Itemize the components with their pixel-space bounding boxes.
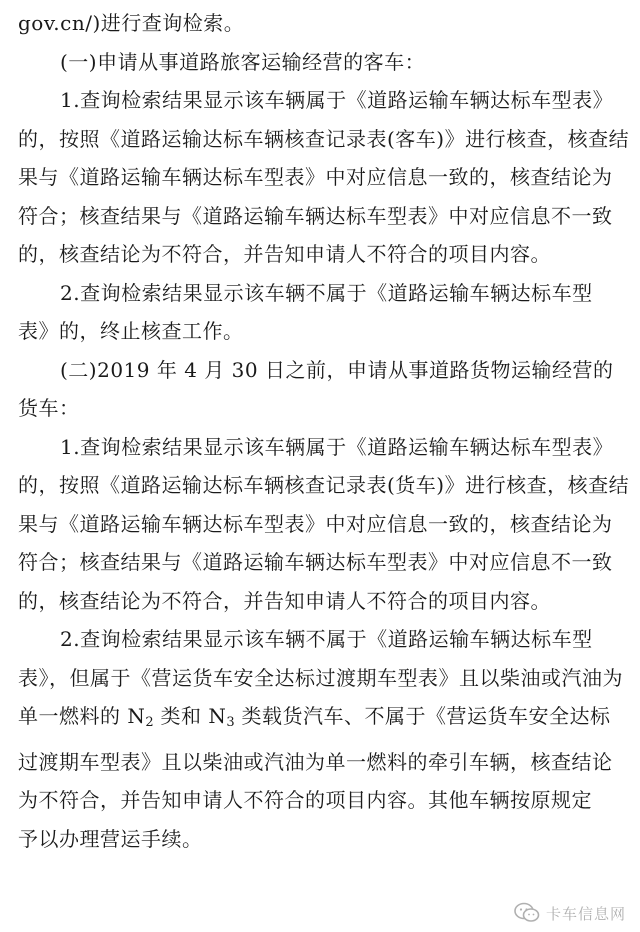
text-line: 果与《道路运输车辆达标车型表》中对应信息一致的，核查结论为 bbox=[18, 165, 613, 189]
text-line: 符合；核查结果与《道路运输车辆达标车型表》中对应信息不一致 bbox=[18, 203, 613, 228]
section-heading: (二)2019 年 4 月 30 日之前，申请从事道路货物运输经营的 bbox=[60, 357, 614, 382]
text-line: 过渡期车型表》且以柴油或汽油为单一燃料的牵引车辆，核查结论 bbox=[18, 749, 613, 774]
text-line: 表》的，终止核查工作。 bbox=[18, 319, 244, 343]
text-line: gov.cn/)进行查询检索。 bbox=[18, 11, 245, 35]
section-heading: (一)申请从事道路旅客运输经营的客车： bbox=[60, 49, 426, 74]
text-line: 1.查询检索结果显示该车辆属于《道路运输车辆达标车型表》 bbox=[60, 88, 614, 112]
fuel-line-prefix: 单一燃料的 N bbox=[18, 704, 146, 728]
text-line: 货车： bbox=[18, 396, 80, 420]
text-line: 符合；核查结果与《道路运输车辆达标车型表》中对应信息不一致 bbox=[18, 550, 613, 574]
text-line: 为不符合，并告知申请人不符合的项目内容。其他车辆按原规定 bbox=[18, 788, 592, 812]
wechat-icon bbox=[514, 902, 540, 924]
text-line: 2.查询检索结果显示该车辆不属于《道路运输车辆达标车型 bbox=[60, 627, 593, 651]
text-line: 1.查询检索结果显示该车辆属于《道路运输车辆达标车型表》 bbox=[60, 434, 614, 459]
fuel-line-suffix: 类载货汽车、不属于《营运货车安全达标 bbox=[234, 704, 611, 728]
text-line: 表》，但属于《营运货车安全达标过渡期车型表》且以柴油或汽油为 bbox=[18, 665, 623, 690]
text-line: 的，核查结论为不符合，并告知申请人不符合的项目内容。 bbox=[18, 242, 551, 266]
subscript-2: 2 bbox=[145, 715, 154, 730]
text-line: 的，按照《道路运输达标车辆核查记录表(客车)》进行核查，核查结 bbox=[18, 126, 630, 151]
text-line: 予以办理营运手续。 bbox=[18, 826, 203, 851]
fuel-type-line bbox=[18, 697, 626, 743]
watermark bbox=[514, 902, 626, 924]
document-page bbox=[18, 0, 630, 858]
text-line: 的，按照《道路运输达标车辆核查记录表(货车)》进行核查，核查结 bbox=[18, 473, 630, 497]
text-line: 的，核查结论为不符合，并告知申请人不符合的项目内容。 bbox=[18, 588, 551, 613]
subscript-3: 3 bbox=[226, 715, 235, 730]
text-line: 2.查询检索结果显示该车辆不属于《道路运输车辆达标车型 bbox=[60, 280, 593, 305]
fuel-line-mid: 类和 N bbox=[153, 704, 227, 728]
text-line: 果与《道路运输车辆达标车型表》中对应信息一致的，核查结论为 bbox=[18, 511, 613, 536]
watermark-text: 卡车信息网 bbox=[545, 904, 626, 923]
